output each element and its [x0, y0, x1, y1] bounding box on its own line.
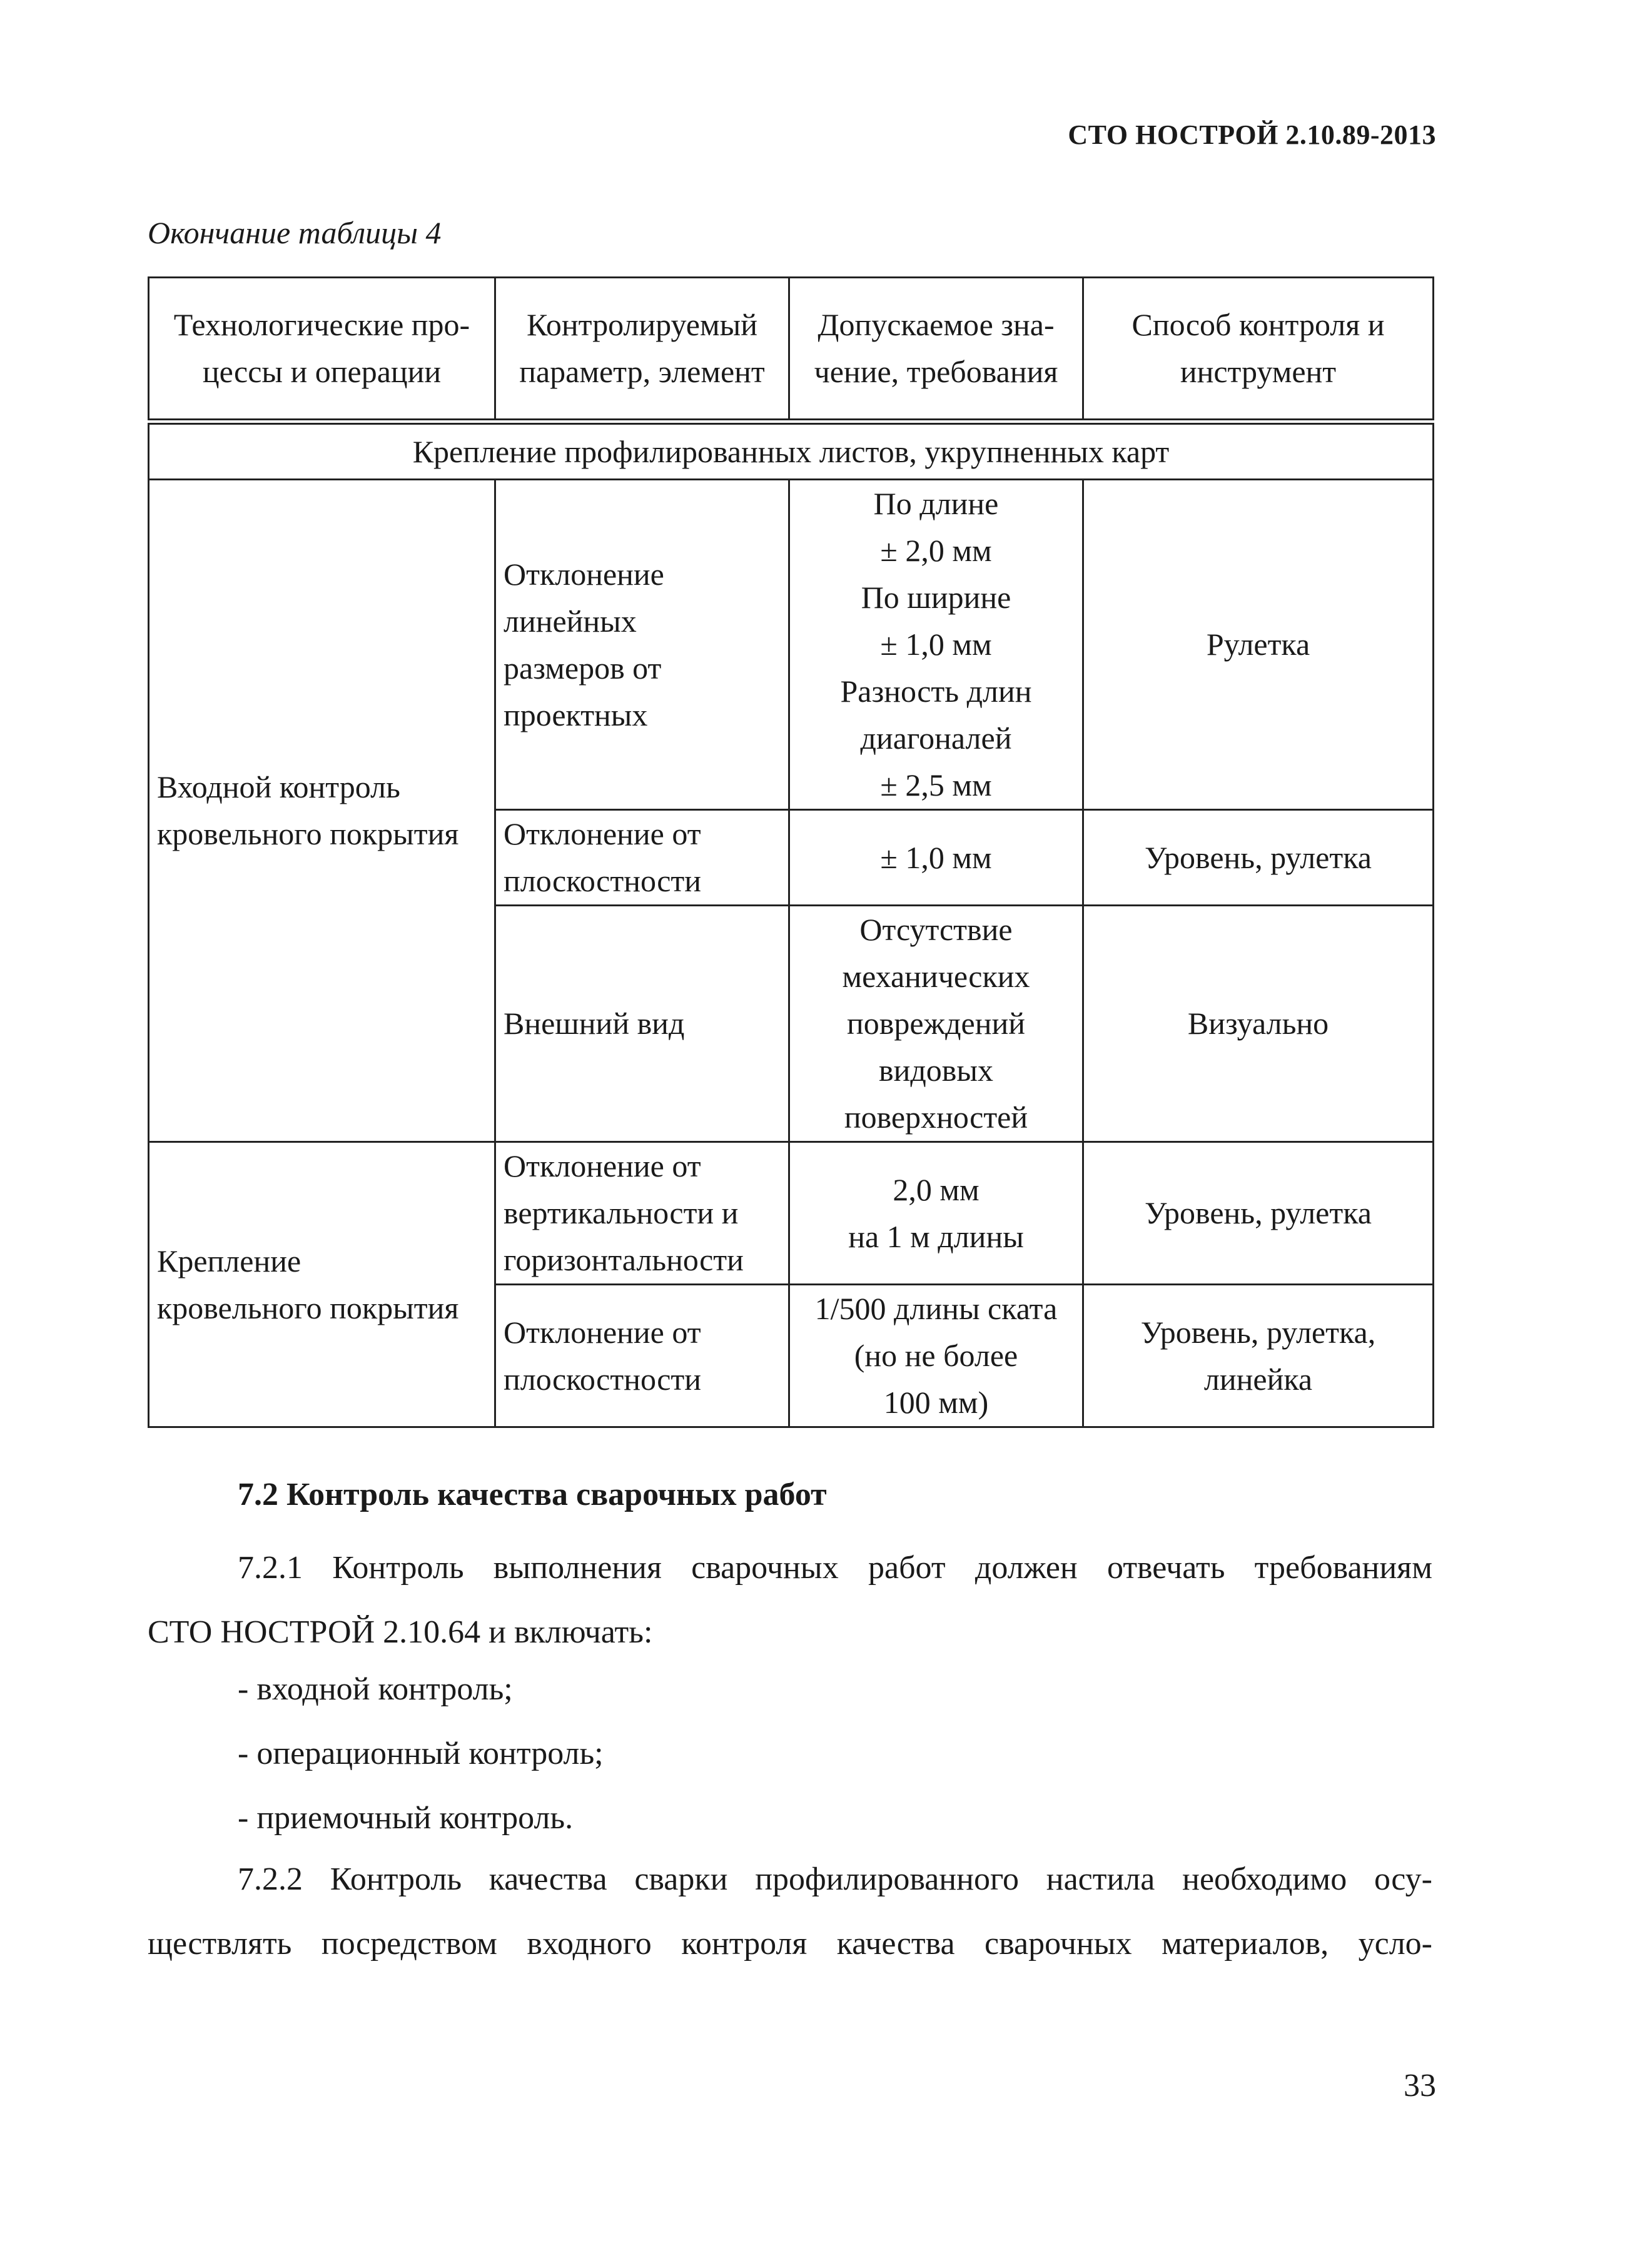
- process-cell: Входной контроль кровельного покрытия: [149, 480, 495, 1142]
- paragraph-line: ществлять посредством входного контроля качества сварочных материалов, усло-: [148, 1926, 1432, 1962]
- method-cell: Рулетка: [1083, 480, 1434, 810]
- parameter-cell: Отклонение от плоскостности: [495, 810, 789, 906]
- method-cell: Уровень, рулетка, линейка: [1083, 1285, 1434, 1427]
- paragraph-line: СТО НОСТРОЙ 2.10.64 и включать:: [148, 1614, 653, 1650]
- header-parameter: Контролируемый параметр, элемент: [495, 278, 789, 422]
- paragraph-line: 7.2.1 Контроль выполнения сварочных работ должен отвечать требованиям: [238, 1550, 1432, 1586]
- parameter-cell: Внешний вид: [495, 906, 789, 1142]
- list-item: - приемочный контроль.: [238, 1800, 574, 1836]
- table-row: [149, 480, 1434, 810]
- header-allowed-value: Допускаемое зна- чение, требования: [789, 278, 1083, 422]
- section-heading: 7.2 Контроль качества сварочных работ: [238, 1477, 827, 1512]
- control-table: [148, 276, 1434, 1428]
- method-cell: Уровень, рулетка: [1083, 810, 1434, 906]
- document-code: СТО НОСТРОЙ 2.10.89-2013: [1068, 119, 1436, 150]
- method-cell: Визуально: [1083, 906, 1434, 1142]
- process-cell: Крепление кровельного покрытия: [149, 1142, 495, 1427]
- header-process: Технологические про- цессы и операции: [149, 278, 495, 422]
- value-cell: 1/500 длины ската (но не более 100 мм): [789, 1285, 1083, 1427]
- parameter-cell: Отклонение от плоскостности: [495, 1285, 789, 1427]
- value-cell: По длине ± 2,0 мм По ширине ± 1,0 мм Разность длин диагоналей ± 2,5 мм: [789, 480, 1083, 810]
- header-control-method: Способ контроля и инструмент: [1083, 278, 1434, 422]
- paragraph-line: 7.2.2 Контроль качества сварки профилированного настила необходимо осу-: [238, 1861, 1432, 1897]
- parameter-cell: Отклонение линейных размеров от проектных: [495, 480, 789, 810]
- value-cell: ± 1,0 мм: [789, 810, 1083, 906]
- parameter-cell: Отклонение от вертикальности и горизонтальности: [495, 1142, 789, 1285]
- list-item: - операционный контроль;: [238, 1736, 604, 1771]
- list-item: - входной контроль;: [238, 1671, 513, 1707]
- value-cell: 2,0 мм на 1 м длины: [789, 1142, 1083, 1285]
- table-caption: Окончание таблицы 4: [148, 215, 442, 250]
- page-number: 33: [1404, 2068, 1436, 2103]
- table-header-row: [149, 278, 1434, 422]
- table-section-row: [149, 422, 1434, 480]
- value-cell: Отсутствие механических повреждений видовых поверхностей: [789, 906, 1083, 1142]
- section-title: Крепление профилированных листов, укрупненных карт: [149, 422, 1434, 480]
- method-cell: Уровень, рулетка: [1083, 1142, 1434, 1285]
- table-row: [149, 1142, 1434, 1285]
